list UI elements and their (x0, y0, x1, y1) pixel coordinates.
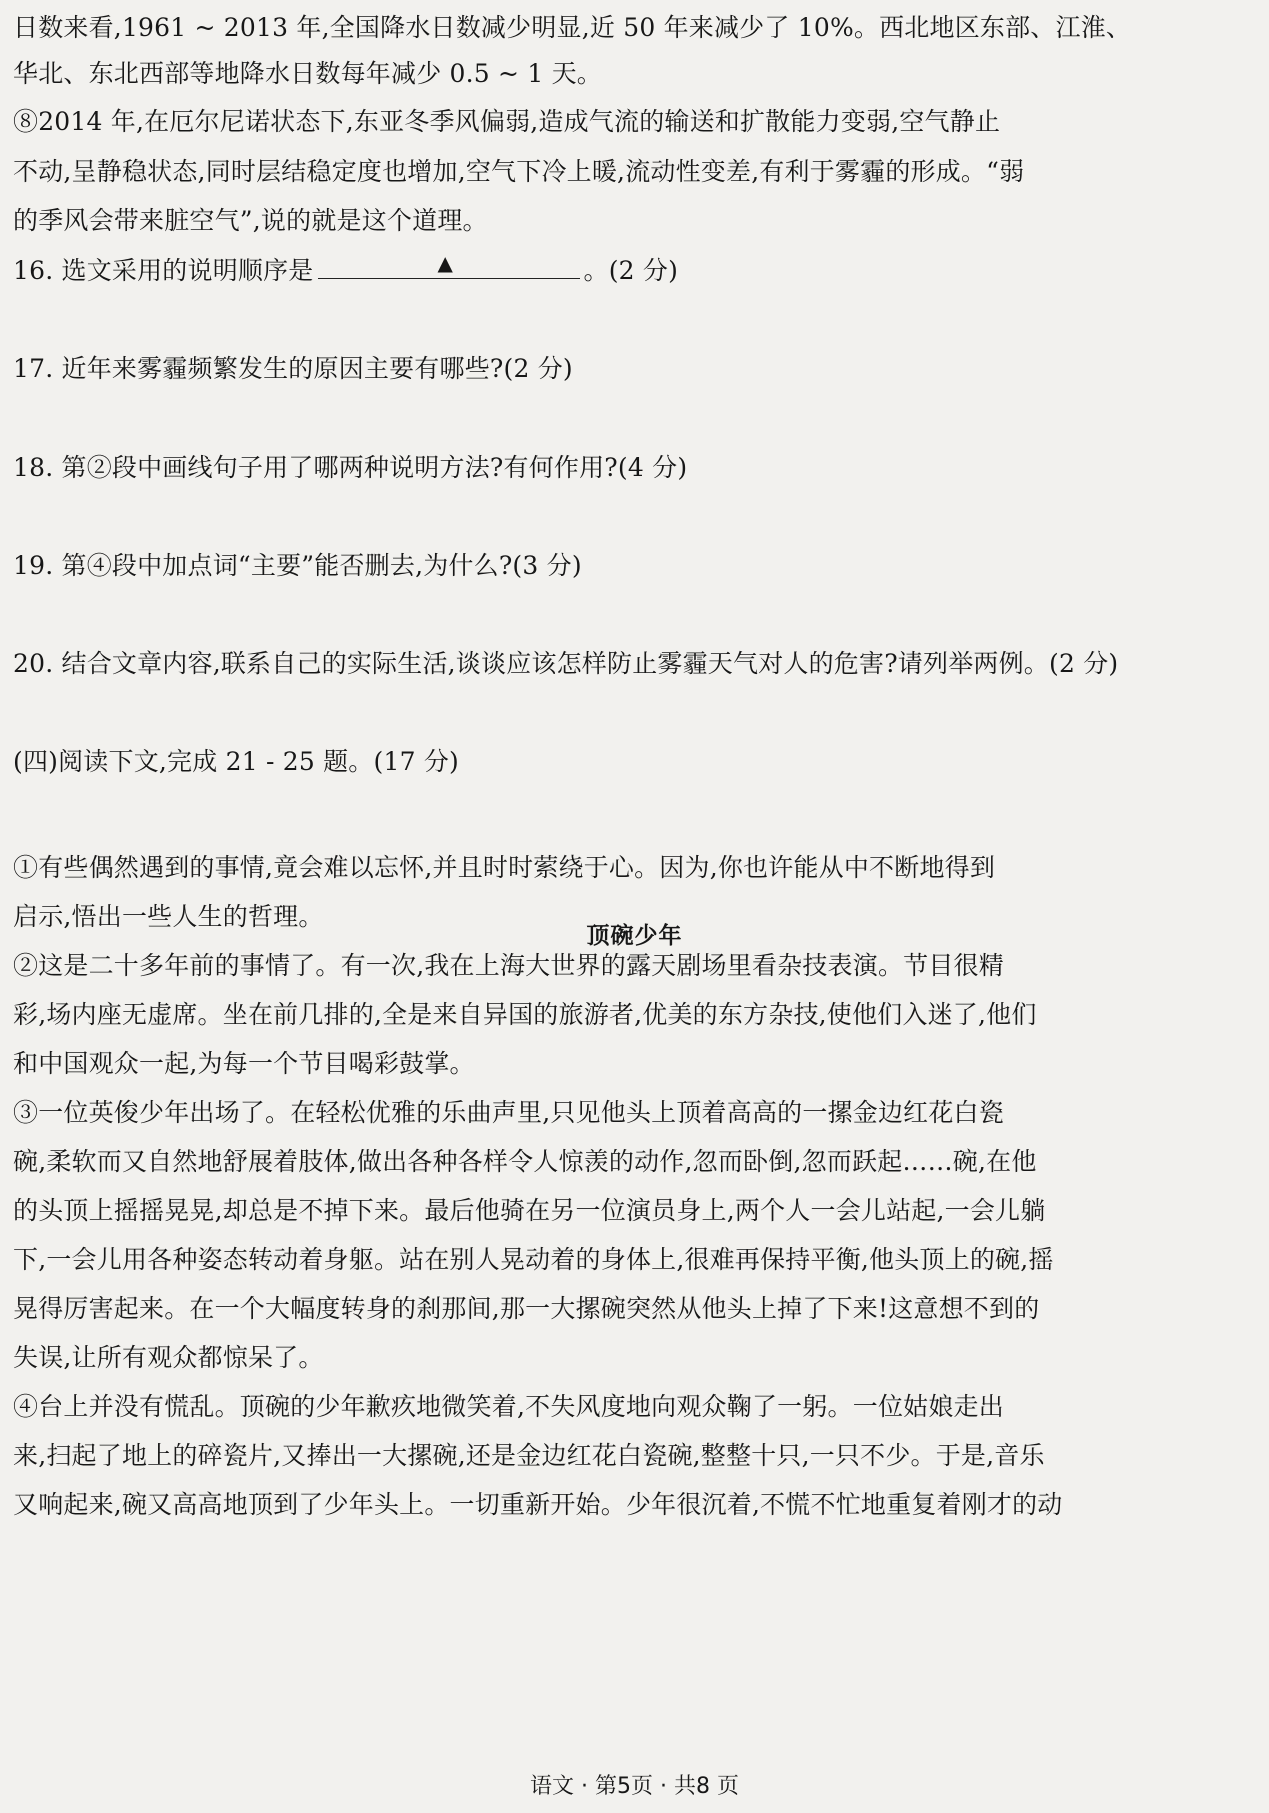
triangle-icon: ▲ (437, 255, 454, 275)
reading-title: 顶碗少年 (586, 923, 683, 949)
paragraph-1-line-2: 启示,悟出一些人生的哲理。 (13, 902, 324, 931)
question-19: 19. 第④段中加点词“主要”能否删去,为什么?(3 分) (13, 551, 582, 580)
paragraph-3-line-6: 失误,让所有观众都惊呆了。 (13, 1343, 324, 1372)
paragraph-8-line-2: 不动,呈静稳状态,同时层结稳定度也增加,空气下冷上暖,流动性变差,有利于雾霾的形成。“弱 (13, 157, 1025, 186)
text-line-1: 日数来看,1961 ~ 2013 年,全国降水日数减少明显,近 50 年来减少了 10%。西北地区东部、江淮、 (13, 13, 1132, 42)
paragraph-3-line-3: 的头顶上摇摇晃晃,却总是不掉下来。最后他骑在另一位演员身上,两个人一会儿站起,一会儿躺 (13, 1196, 1046, 1225)
paragraph-3-line-2: 碗,柔软而又自然地舒展着肢体,做出各种各样令人惊羡的动作,忽而卧倒,忽而跃起……碗,在他 (13, 1147, 1037, 1176)
question-20: 20. 结合文章内容,联系自己的实际生活,谈谈应该怎样防止雾霾天气对人的危害?请列举两例。(2 分) (13, 649, 1119, 678)
question-16-prefix: 16. 选文采用的说明顺序是 (13, 256, 314, 285)
paragraph-8-line-1: ⑧2014 年,在厄尔尼诺状态下,东亚冬季风偏弱,造成气流的输送和扩散能力变弱,空气静止 (13, 107, 1001, 136)
answer-blank (318, 255, 580, 279)
page-footer: 语文 · 第5页 · 共8 页 (530, 1774, 739, 1799)
paragraph-4-line-1: ④台上并没有慌乱。顶碗的少年歉疚地微笑着,不失风度地向观众鞠了一躬。一位姑娘走出 (13, 1392, 1004, 1421)
paragraph-2-line-1: ②这是二十多年前的事情了。有一次,我在上海大世界的露天剧场里看杂技表演。节目很精 (13, 951, 1004, 980)
question-18: 18. 第②段中画线句子用了哪两种说明方法?有何作用?(4 分) (13, 453, 688, 482)
question-16 (13, 255, 1249, 287)
paragraph-4-line-2: 来,扫起了地上的碎瓷片,又捧出一大摞碗,还是金边红花白瓷碗,整整十只,一只不少。于是,音乐 (13, 1441, 1045, 1470)
question-16-suffix: 。(2 分) (583, 256, 679, 285)
paragraph-2-line-2: 彩,场内座无虚席。坐在前几排的,全是来自异国的旅游者,优美的东方杂技,使他们入迷了,他们 (13, 1000, 1037, 1029)
section-four-heading: (四)阅读下文,完成 21 - 25 题。(17 分) (13, 747, 459, 776)
paragraph-3-line-4: 下,一会儿用各种姿态转动着身躯。站在别人晃动着的身体上,很难再保持平衡,他头顶上的碗,摇 (13, 1245, 1054, 1274)
question-17: 17. 近年来雾霾频繁发生的原因主要有哪些?(2 分) (13, 354, 573, 383)
paragraph-3-line-5: 晃得厉害起来。在一个大幅度转身的刹那间,那一大摞碗突然从他头上掉了下来!这意想不到的 (13, 1294, 1040, 1323)
paragraph-3-line-1: ③一位英俊少年出场了。在轻松优雅的乐曲声里,只见他头上顶着高高的一摞金边红花白瓷 (13, 1098, 1004, 1127)
text-line-2: 华北、东北西部等地降水日数每年减少 0.5 ~ 1 天。 (13, 59, 603, 88)
paragraph-2-line-3: 和中国观众一起,为每一个节目喝彩鼓掌。 (13, 1049, 475, 1078)
paragraph-8-line-3: 的季风会带来脏空气”,说的就是这个道理。 (13, 206, 488, 235)
paragraph-1-line-1: ①有些偶然遇到的事情,竟会难以忘怀,并且时时萦绕于心。因为,你也许能从中不断地得到 (13, 853, 996, 882)
paragraph-4-line-3: 又响起来,碗又高高地顶到了少年头上。一切重新开始。少年很沉着,不慌不忙地重复着刚才的动 (13, 1490, 1063, 1519)
